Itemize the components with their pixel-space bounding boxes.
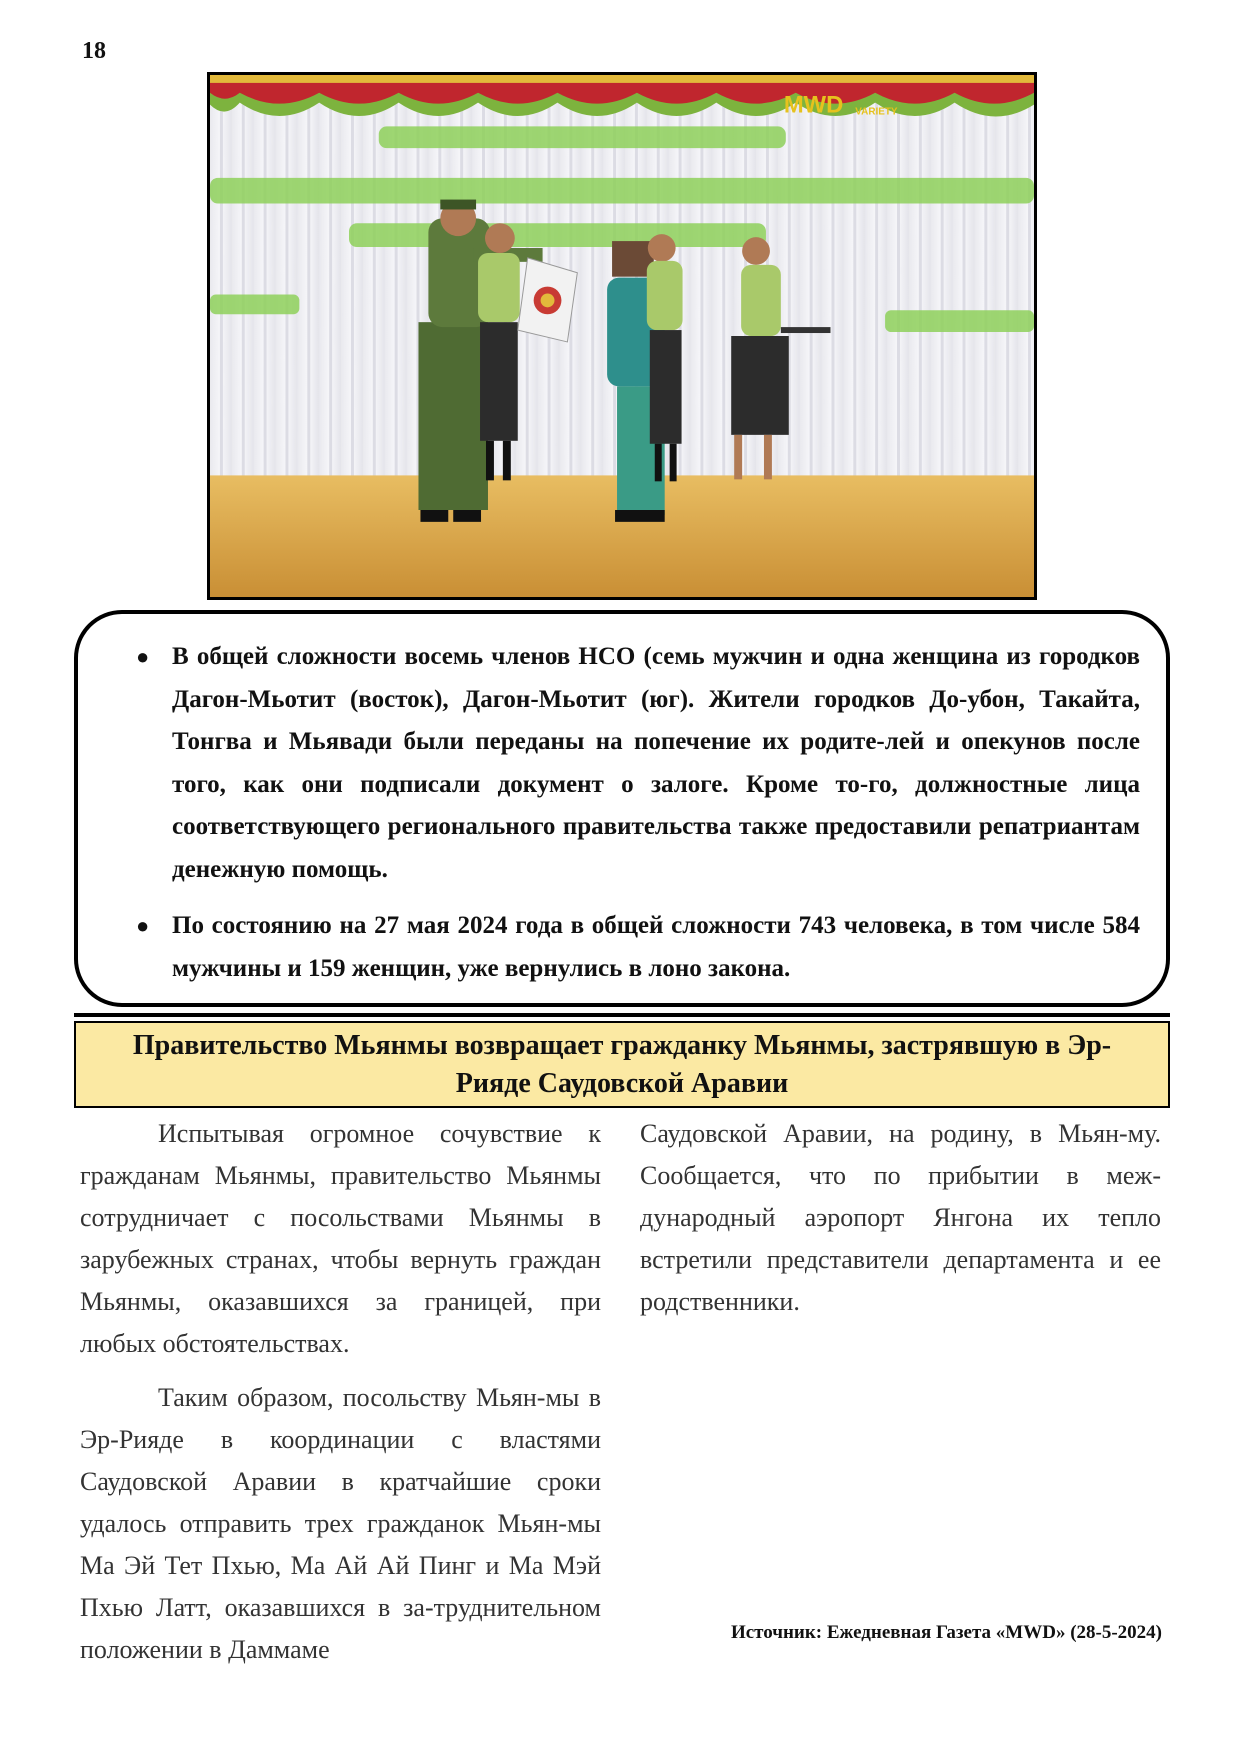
gift-bag: [518, 258, 578, 342]
article-paragraph: Саудовской Аравии, на родину, в Мьян-му. Сообщается, что по прибытии в меж-дународный аэропорт Янгона их тепло встретили представители департамента и ее родственники.: [640, 1119, 1161, 1316]
summary-list: [136, 636, 1140, 990]
news-photo: [207, 72, 1037, 600]
bullet-icon: ●: [136, 644, 150, 669]
article-headline: Правительство Мьянмы возвращает гражданку Мьянмы, застрявшую в Эр-Рияде Саудовской Аравии: [74, 1021, 1170, 1108]
article-paragraph: Таким образом, посольству Мьян-мы в Эр-Рияде в координации с властями Саудовской Аравии в кратчайшие сроки удалось отправить трех гражданок Мьян-мы Ма Эй Тет Пхью, Ма Ай Ай Пинг и Ма Мэй Пхью Латт, оказавшихся в за-труднительном положении в Даммаме: [80, 1383, 601, 1664]
page-number: 18: [82, 38, 106, 64]
section-divider: [74, 1013, 1170, 1017]
summary-bullet-text: В общей сложности восемь членов НСО (семь мужчин и одна женщина из городков Дагон-Мьотит (восток), Дагон-Мьотит (юг). Жители городков До-убон, Такайта, Тонгва и Мьявади были переданы на попечение их родите-лей и опекунов после того, как они подписали документ о залоге. Кроме то-го, должностные лица соответствующего регионального правительства также предоставили репатриантам денежную помощь.: [172, 643, 1140, 883]
summary-bullet-text: По состоянию на 27 мая 2024 года в общей сложности 743 человека, в том числе 584 мужчины и 159 женщин, уже вернулись в лоно закона.: [172, 912, 1140, 982]
summary-bullet-1: [136, 636, 1140, 891]
source-credit: Источник: Ежедневная Газета «MWD» (28-5-2024): [730, 1622, 1162, 1643]
summary-bullet-2: [136, 905, 1140, 990]
watermark-logo-small: VARIETY: [855, 106, 898, 118]
article-column-right: [640, 1113, 1161, 1335]
summary-callout: [74, 610, 1170, 1007]
watermark-logo: MWD: [783, 91, 844, 119]
article-column-left: [80, 1113, 601, 1683]
bullet-icon: ●: [136, 913, 150, 938]
article-paragraph: Испытывая огромное сочувствие к гражданам Мьянмы, правительство Мьянмы сотрудничает с посольствами Мьянмы в зарубежных странах, чтобы вернуть граждан Мьянмы, оказавшихся за границей, при любых обстоятельствах.: [80, 1119, 601, 1358]
